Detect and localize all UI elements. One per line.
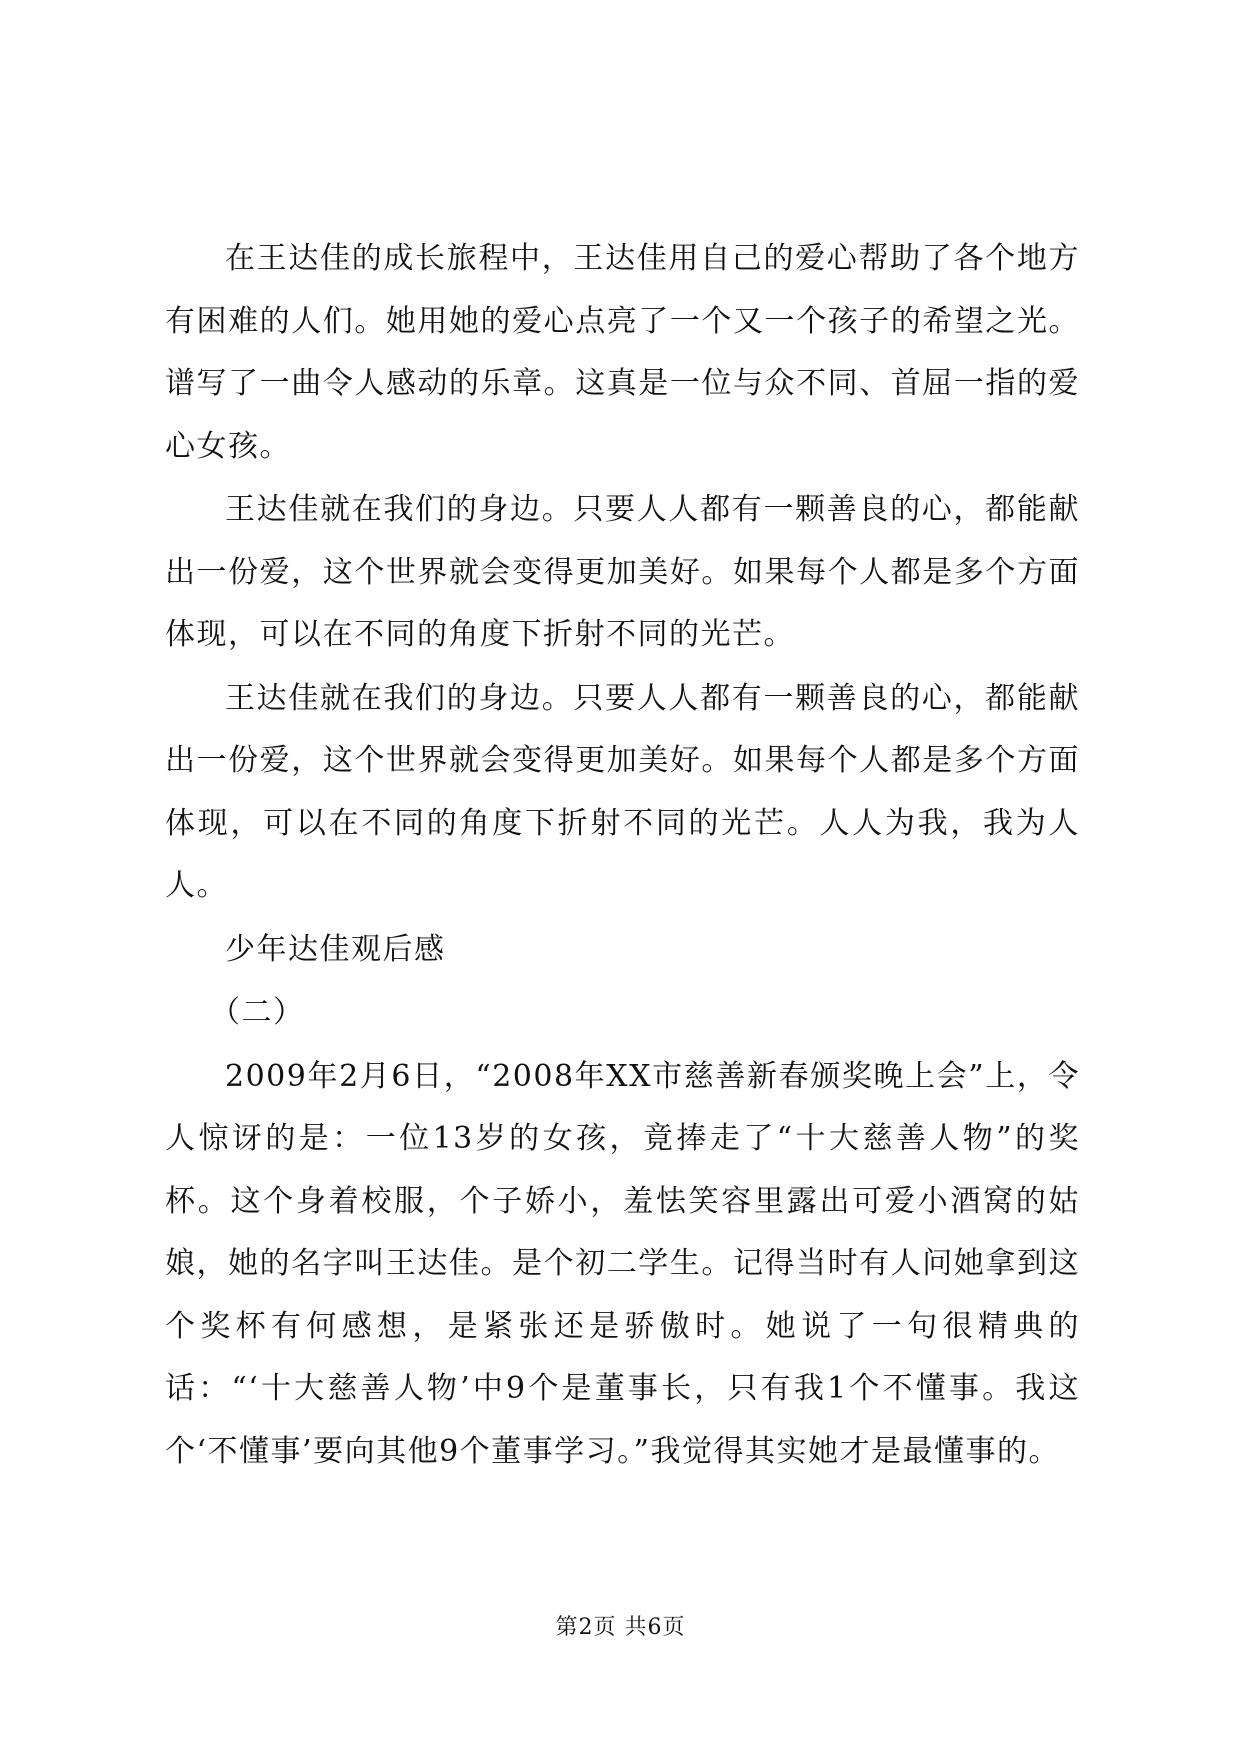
page-footer: 第2页 共6页 — [555, 1615, 686, 1640]
paragraph-3: 王达佳就在我们的身边。只要人人都有一颗善良的心，都能献出一份爱，这个世界就会变得更加美好。如果每个人都是多个方面体现，可以在不同的角度下折射不同的光芒。人人为我，我为人人。 — [165, 680, 1080, 903]
paragraph-1: 在王达佳的成长旅程中，王达佳用自己的爱心帮助了各个地方有困难的人们。她用她的爱心点亮了一个又一个孩子的希望之光。谱写了一曲令人感动的乐章。这真是一位与众不同、首屈一指的爱心女孩。 — [165, 241, 1080, 464]
document-body — [165, 228, 1080, 1483]
paragraph-4: 2009年2月6日，“2008年XX市慈善新春颁奖晚上会”上，令人惊讶的是：一位13岁的女孩，竟捧走了“十大慈善人物”的奖杯。这个身着校服，个子娇小，羞怯笑容里露出可爱小酒窝的姑娘，她的名字叫王达佳。是个初二学生。记得当时有人问她拿到这个奖杯有何感想，是紧张还是骄傲时。她说了一句很精典的话：“‘十大慈善人物’中9个是董事长，只有我1个不懂事。我这个‘不懂事’要向其他9个董事学习。”我觉得其实她才是最懂事的。 — [165, 1058, 1080, 1469]
section-title: 少年达佳观后感 — [225, 931, 446, 967]
section-number: （二） — [210, 995, 305, 1030]
paragraph-2: 王达佳就在我们的身边。只要人人都有一颗善良的心，都能献出一份爱，这个世界就会变得更加美好。如果每个人都是多个方面体现，可以在不同的角度下折射不同的光芒。 — [165, 492, 1080, 652]
